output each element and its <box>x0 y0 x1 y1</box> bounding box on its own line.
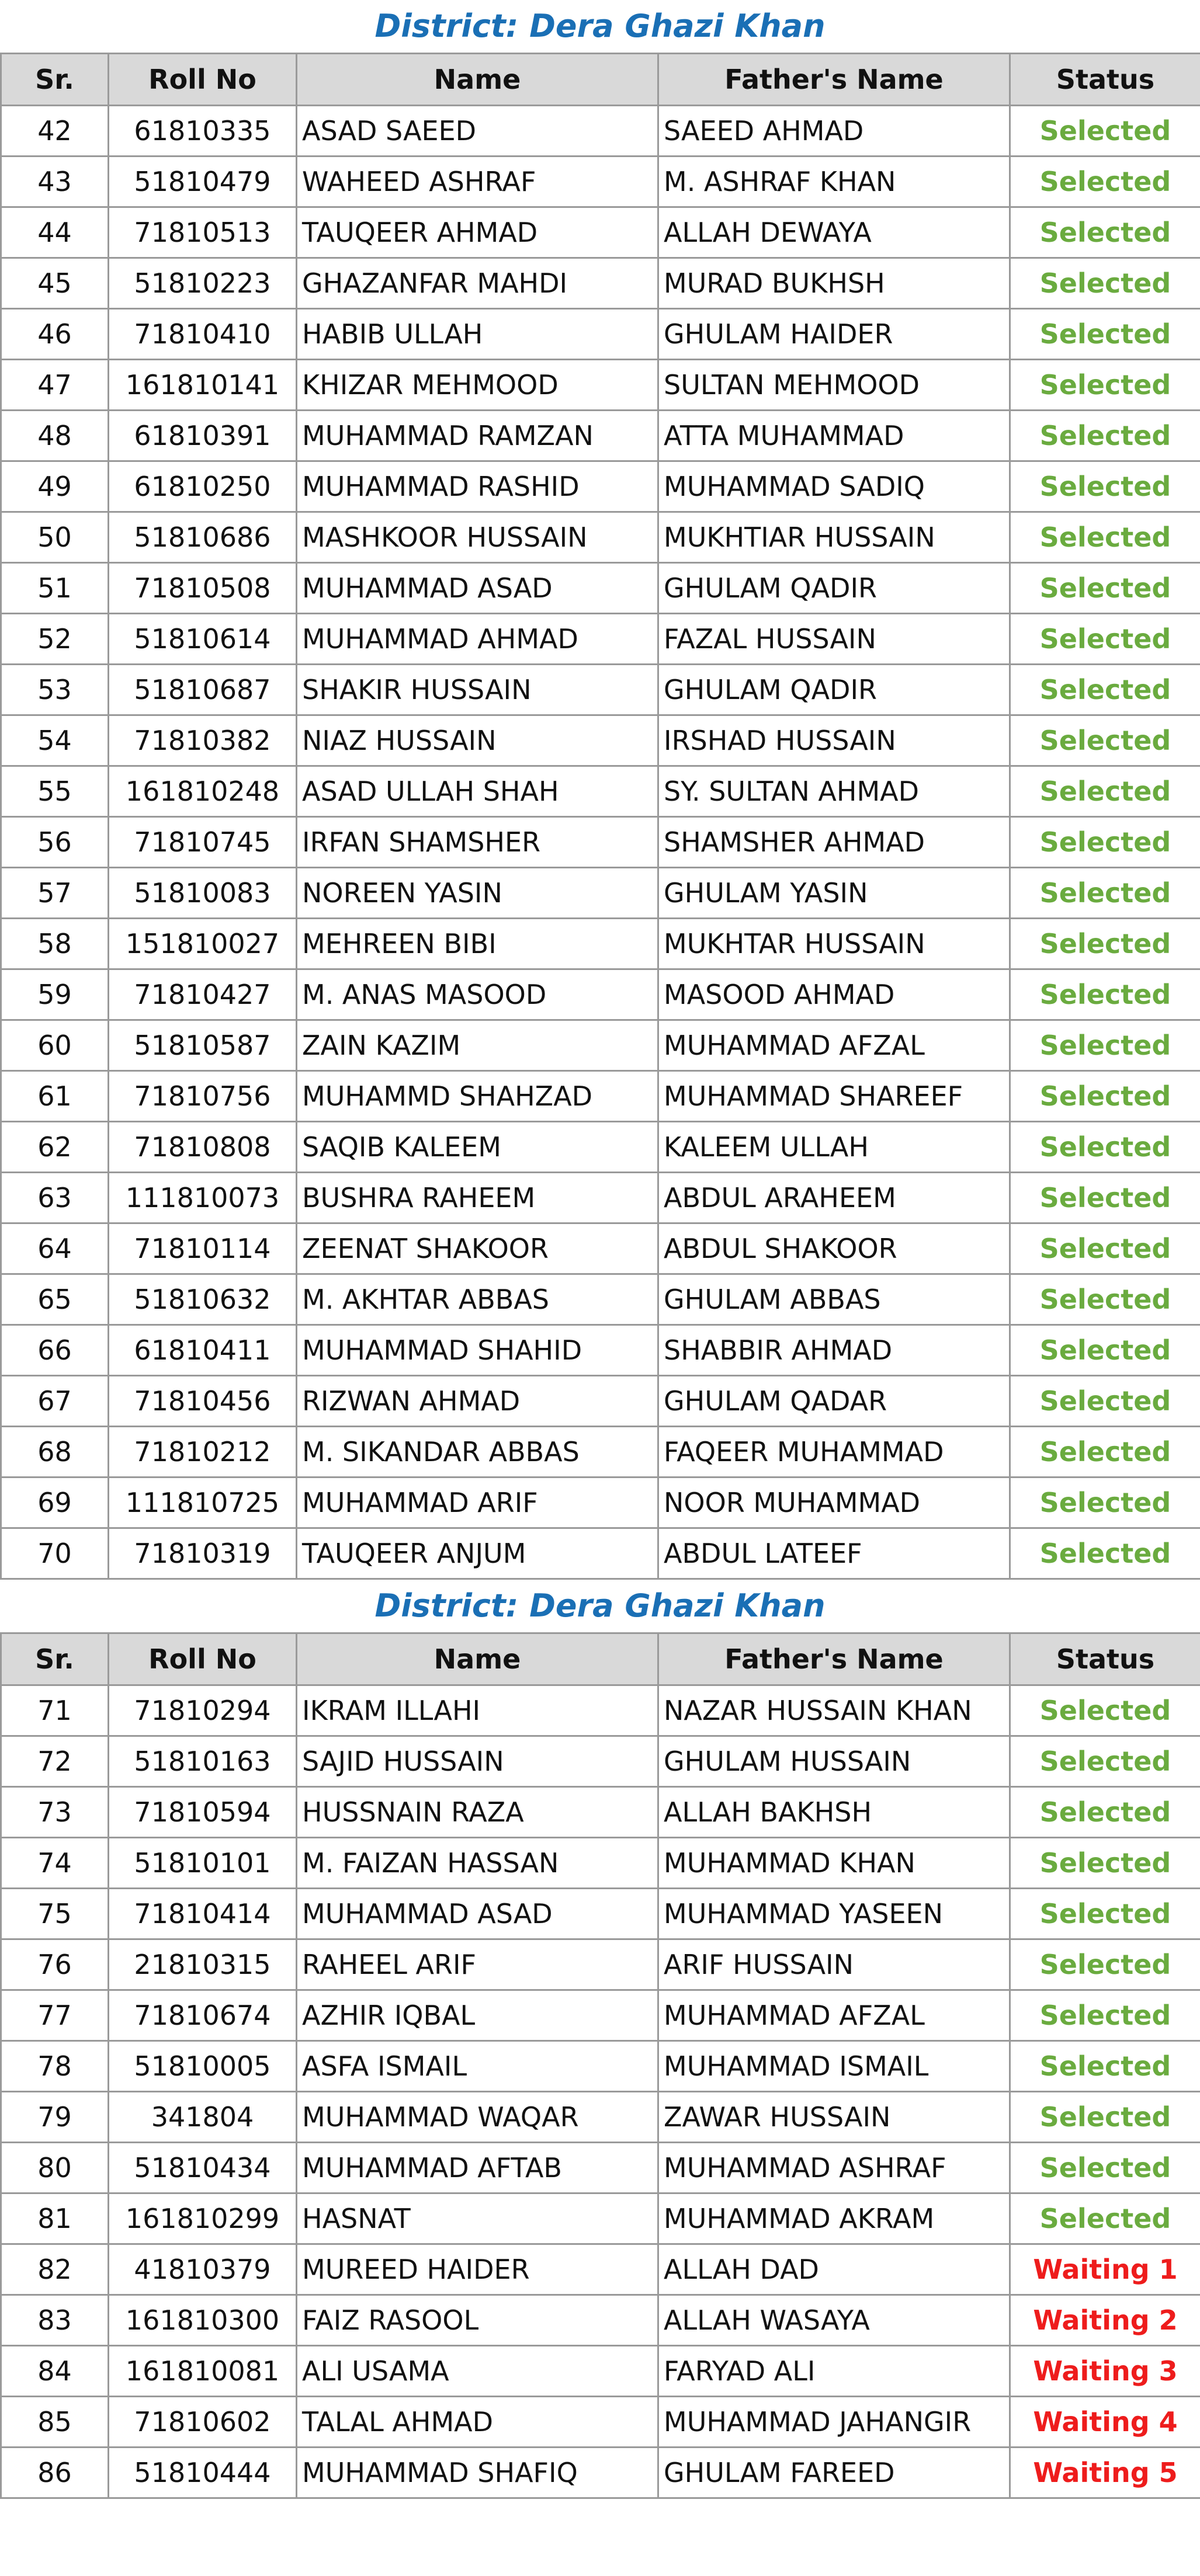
roll-number: 51810479 <box>109 157 297 207</box>
fathers-name: GHULAM HAIDER <box>658 309 1010 360</box>
roll-number: 71810319 <box>109 1528 297 1579</box>
serial-number: 43 <box>1 157 109 207</box>
roll-number: 161810141 <box>109 360 297 411</box>
serial-number: 62 <box>1 1122 109 1173</box>
serial-number: 70 <box>1 1528 109 1579</box>
fathers-name: FAQEER MUHAMMAD <box>658 1427 1010 1478</box>
table-row <box>1 665 1200 715</box>
status-badge: Selected <box>1010 2092 1200 2143</box>
fathers-name: SY. SULTAN AHMAD <box>658 766 1010 817</box>
serial-number: 82 <box>1 2244 109 2295</box>
fathers-name: NAZAR HUSSAIN KHAN <box>658 1685 1010 1736</box>
fathers-name: GHULAM QADIR <box>658 563 1010 614</box>
candidate-name: ASAD ULLAH SHAH <box>297 766 658 817</box>
table-row <box>1 1478 1200 1528</box>
serial-number: 45 <box>1 258 109 309</box>
serial-number: 76 <box>1 1939 109 1990</box>
status-badge: Selected <box>1010 614 1200 665</box>
status-badge: Selected <box>1010 1528 1200 1579</box>
table-row <box>1 715 1200 766</box>
candidate-name: NIAZ HUSSAIN <box>297 715 658 766</box>
roll-number: 51810005 <box>109 2041 297 2092</box>
candidate-name: MUHAMMAD WAQAR <box>297 2092 658 2143</box>
candidate-name: AZHIR IQBAL <box>297 1990 658 2041</box>
roll-number: 51810686 <box>109 512 297 563</box>
fathers-name: ABDUL SHAKOOR <box>658 1223 1010 1274</box>
status-badge: Selected <box>1010 1889 1200 1939</box>
candidate-name: RIZWAN AHMAD <box>297 1376 658 1427</box>
status-badge: Waiting 2 <box>1010 2295 1200 2346</box>
fathers-name: MUHAMMAD JAHANGIR <box>658 2397 1010 2448</box>
district-title: District: Dera Ghazi Khan <box>374 1587 826 1624</box>
header-status: Status <box>1010 54 1200 106</box>
serial-number: 53 <box>1 665 109 715</box>
roll-number: 51810083 <box>109 868 297 919</box>
roll-number: 151810027 <box>109 919 297 969</box>
candidate-name: SAQIB KALEEM <box>297 1122 658 1173</box>
status-badge: Selected <box>1010 157 1200 207</box>
roll-number: 161810081 <box>109 2346 297 2397</box>
serial-number: 69 <box>1 1478 109 1528</box>
candidate-name: RAHEEL ARIF <box>297 1939 658 1990</box>
serial-number: 51 <box>1 563 109 614</box>
table-row <box>1 411 1200 461</box>
status-badge: Selected <box>1010 1939 1200 1990</box>
candidate-name: TAUQEER ANJUM <box>297 1528 658 1579</box>
roll-number: 51810163 <box>109 1736 297 1787</box>
header-roll-no: Roll No <box>109 1633 297 1685</box>
fathers-name: GHULAM FAREED <box>658 2448 1010 2498</box>
candidate-name: MUREED HAIDER <box>297 2244 658 2295</box>
fathers-name: SHABBIR AHMAD <box>658 1325 1010 1376</box>
status-badge: Selected <box>1010 1427 1200 1478</box>
table-row <box>1 1071 1200 1122</box>
table-row <box>1 461 1200 512</box>
fathers-name: ALLAH WASAYA <box>658 2295 1010 2346</box>
fathers-name: MUHAMMAD AFZAL <box>658 1990 1010 2041</box>
roll-number: 71810382 <box>109 715 297 766</box>
roll-number: 21810315 <box>109 1939 297 1990</box>
serial-number: 47 <box>1 360 109 411</box>
table-row <box>1 563 1200 614</box>
table-row <box>1 1122 1200 1173</box>
table-row <box>1 2244 1200 2295</box>
fathers-name: MASOOD AHMAD <box>658 969 1010 1020</box>
fathers-name: MUHAMMAD SADIQ <box>658 461 1010 512</box>
fathers-name: MUHAMMAD KHAN <box>658 1838 1010 1889</box>
status-badge: Selected <box>1010 1325 1200 1376</box>
roll-number: 51810587 <box>109 1020 297 1071</box>
table-row <box>1 1020 1200 1071</box>
table-row <box>1 1274 1200 1325</box>
table-header-row <box>1 1633 1200 1685</box>
table-row <box>1 1736 1200 1787</box>
status-badge: Waiting 1 <box>1010 2244 1200 2295</box>
candidate-name: MUHAMMAD RAMZAN <box>297 411 658 461</box>
status-badge: Selected <box>1010 563 1200 614</box>
serial-number: 81 <box>1 2193 109 2244</box>
fathers-name: MUHAMMAD AKRAM <box>658 2193 1010 2244</box>
candidate-name: MUHAMMD SHAHZAD <box>297 1071 658 1122</box>
status-badge: Selected <box>1010 868 1200 919</box>
candidate-name: SAJID HUSSAIN <box>297 1736 658 1787</box>
candidate-name: MUHAMMAD AFTAB <box>297 2143 658 2193</box>
candidate-name: TAUQEER AHMAD <box>297 207 658 258</box>
roll-number: 71810602 <box>109 2397 297 2448</box>
fathers-name: ABDUL LATEEF <box>658 1528 1010 1579</box>
status-badge: Selected <box>1010 1274 1200 1325</box>
table-row <box>1 2041 1200 2092</box>
fathers-name: GHULAM HUSSAIN <box>658 1736 1010 1787</box>
fathers-name: SAEED AHMAD <box>658 106 1010 157</box>
table-row <box>1 2193 1200 2244</box>
header-sr: Sr. <box>1 1633 109 1685</box>
table-row <box>1 2143 1200 2193</box>
fathers-name: FARYAD ALI <box>658 2346 1010 2397</box>
table-row <box>1 969 1200 1020</box>
candidate-name: SHAKIR HUSSAIN <box>297 665 658 715</box>
serial-number: 54 <box>1 715 109 766</box>
candidate-name: BUSHRA RAHEEM <box>297 1173 658 1223</box>
serial-number: 86 <box>1 2448 109 2498</box>
status-badge: Selected <box>1010 2143 1200 2193</box>
table-row <box>1 1376 1200 1427</box>
serial-number: 55 <box>1 766 109 817</box>
candidate-name: TALAL AHMAD <box>297 2397 658 2448</box>
candidate-name: M. AKHTAR ABBAS <box>297 1274 658 1325</box>
serial-number: 59 <box>1 969 109 1020</box>
candidate-name: ASFA ISMAIL <box>297 2041 658 2092</box>
fathers-name: MUKHTIAR HUSSAIN <box>658 512 1010 563</box>
table-row <box>1 868 1200 919</box>
candidate-name: MUHAMMAD RASHID <box>297 461 658 512</box>
table-header-row <box>1 54 1200 106</box>
serial-number: 48 <box>1 411 109 461</box>
status-badge: Selected <box>1010 2193 1200 2244</box>
table-row <box>1 2346 1200 2397</box>
candidate-name: IRFAN SHAMSHER <box>297 817 658 868</box>
table-row <box>1 1939 1200 1990</box>
table-row <box>1 1990 1200 2041</box>
roll-number: 161810299 <box>109 2193 297 2244</box>
roll-number: 71810410 <box>109 309 297 360</box>
status-badge: Selected <box>1010 665 1200 715</box>
candidate-name: IKRAM ILLAHI <box>297 1685 658 1736</box>
roll-number: 71810594 <box>109 1787 297 1838</box>
candidate-name: GHAZANFAR MAHDI <box>297 258 658 309</box>
fathers-name: ATTA MUHAMMAD <box>658 411 1010 461</box>
fathers-name: ALLAH DEWAYA <box>658 207 1010 258</box>
serial-number: 74 <box>1 1838 109 1889</box>
table-row <box>1 1787 1200 1838</box>
roll-number: 71810212 <box>109 1427 297 1478</box>
status-badge: Selected <box>1010 969 1200 1020</box>
table-row <box>1 1889 1200 1939</box>
candidate-name: ZEENAT SHAKOOR <box>297 1223 658 1274</box>
roll-number: 71810456 <box>109 1376 297 1427</box>
candidate-name: MUHAMMAD SHAFIQ <box>297 2448 658 2498</box>
table-row <box>1 512 1200 563</box>
serial-number: 61 <box>1 1071 109 1122</box>
serial-number: 78 <box>1 2041 109 2092</box>
roll-number: 51810632 <box>109 1274 297 1325</box>
status-badge: Selected <box>1010 1838 1200 1889</box>
fathers-name: KALEEM ULLAH <box>658 1122 1010 1173</box>
serial-number: 65 <box>1 1274 109 1325</box>
candidate-name: WAHEED ASHRAF <box>297 157 658 207</box>
status-badge: Selected <box>1010 1376 1200 1427</box>
candidate-name: MUHAMMAD AHMAD <box>297 614 658 665</box>
candidate-name: KHIZAR MEHMOOD <box>297 360 658 411</box>
table-row <box>1 817 1200 868</box>
serial-number: 67 <box>1 1376 109 1427</box>
serial-number: 80 <box>1 2143 109 2193</box>
status-badge: Waiting 3 <box>1010 2346 1200 2397</box>
merit-table <box>0 53 1200 1580</box>
roll-number: 71810508 <box>109 563 297 614</box>
table-row <box>1 2295 1200 2346</box>
roll-number: 71810427 <box>109 969 297 1020</box>
status-badge: Selected <box>1010 2041 1200 2092</box>
table-row <box>1 157 1200 207</box>
roll-number: 61810391 <box>109 411 297 461</box>
fathers-name: MUHAMMAD YASEEN <box>658 1889 1010 1939</box>
serial-number: 57 <box>1 868 109 919</box>
serial-number: 83 <box>1 2295 109 2346</box>
serial-number: 44 <box>1 207 109 258</box>
status-badge: Selected <box>1010 461 1200 512</box>
roll-number: 341804 <box>109 2092 297 2143</box>
status-badge: Selected <box>1010 1223 1200 1274</box>
roll-number: 71810414 <box>109 1889 297 1939</box>
candidate-name: M. FAIZAN HASSAN <box>297 1838 658 1889</box>
status-badge: Selected <box>1010 715 1200 766</box>
candidate-name: M. ANAS MASOOD <box>297 969 658 1020</box>
status-badge: Selected <box>1010 817 1200 868</box>
fathers-name: MUHAMMAD SHAREEF <box>658 1071 1010 1122</box>
fathers-name: M. ASHRAF KHAN <box>658 157 1010 207</box>
serial-number: 63 <box>1 1173 109 1223</box>
serial-number: 84 <box>1 2346 109 2397</box>
serial-number: 79 <box>1 2092 109 2143</box>
status-badge: Selected <box>1010 106 1200 157</box>
roll-number: 71810513 <box>109 207 297 258</box>
roll-number: 111810073 <box>109 1173 297 1223</box>
table-row <box>1 309 1200 360</box>
table-row <box>1 2448 1200 2498</box>
status-badge: Selected <box>1010 1020 1200 1071</box>
status-badge: Selected <box>1010 1990 1200 2041</box>
fathers-name: MUHAMMAD ASHRAF <box>658 2143 1010 2193</box>
header-status: Status <box>1010 1633 1200 1685</box>
serial-number: 85 <box>1 2397 109 2448</box>
merit-table <box>0 1632 1200 2499</box>
roll-number: 61810250 <box>109 461 297 512</box>
serial-number: 52 <box>1 614 109 665</box>
table-row <box>1 360 1200 411</box>
fathers-name: MURAD BUKHSH <box>658 258 1010 309</box>
table-row <box>1 1685 1200 1736</box>
fathers-name: GHULAM YASIN <box>658 868 1010 919</box>
serial-number: 75 <box>1 1889 109 1939</box>
status-badge: Selected <box>1010 360 1200 411</box>
status-badge: Selected <box>1010 411 1200 461</box>
fathers-name: SHAMSHER AHMAD <box>658 817 1010 868</box>
roll-number: 41810379 <box>109 2244 297 2295</box>
roll-number: 161810300 <box>109 2295 297 2346</box>
serial-number: 68 <box>1 1427 109 1478</box>
status-badge: Selected <box>1010 1122 1200 1173</box>
status-badge: Selected <box>1010 258 1200 309</box>
roll-number: 51810687 <box>109 665 297 715</box>
status-badge: Selected <box>1010 309 1200 360</box>
candidate-name: MUHAMMAD ARIF <box>297 1478 658 1528</box>
serial-number: 49 <box>1 461 109 512</box>
roll-number: 51810223 <box>109 258 297 309</box>
table-row <box>1 919 1200 969</box>
roll-number: 71810745 <box>109 817 297 868</box>
status-badge: Selected <box>1010 1685 1200 1736</box>
roll-number: 71810294 <box>109 1685 297 1736</box>
serial-number: 60 <box>1 1020 109 1071</box>
serial-number: 72 <box>1 1736 109 1787</box>
roll-number: 111810725 <box>109 1478 297 1528</box>
table-row <box>1 258 1200 309</box>
roll-number: 71810674 <box>109 1990 297 2041</box>
candidate-name: M. SIKANDAR ABBAS <box>297 1427 658 1478</box>
status-badge: Selected <box>1010 1736 1200 1787</box>
serial-number: 58 <box>1 919 109 969</box>
status-badge: Selected <box>1010 1478 1200 1528</box>
candidate-name: MUHAMMAD ASAD <box>297 563 658 614</box>
candidate-name: MEHREEN BIBI <box>297 919 658 969</box>
status-badge: Selected <box>1010 1071 1200 1122</box>
roll-number: 51810614 <box>109 614 297 665</box>
header-fathers-name: Father's Name <box>658 54 1010 106</box>
status-badge: Selected <box>1010 1787 1200 1838</box>
fathers-name: SULTAN MEHMOOD <box>658 360 1010 411</box>
serial-number: 46 <box>1 309 109 360</box>
candidate-name: NOREEN YASIN <box>297 868 658 919</box>
serial-number: 66 <box>1 1325 109 1376</box>
fathers-name: FAZAL HUSSAIN <box>658 614 1010 665</box>
table-row <box>1 1427 1200 1478</box>
roll-number: 61810335 <box>109 106 297 157</box>
table-row <box>1 106 1200 157</box>
table-row <box>1 207 1200 258</box>
candidate-name: MASHKOOR HUSSAIN <box>297 512 658 563</box>
candidate-name: MUHAMMAD SHAHID <box>297 1325 658 1376</box>
fathers-name: GHULAM ABBAS <box>658 1274 1010 1325</box>
serial-number: 50 <box>1 512 109 563</box>
fathers-name: GHULAM QADIR <box>658 665 1010 715</box>
serial-number: 56 <box>1 817 109 868</box>
fathers-name: ARIF HUSSAIN <box>658 1939 1010 1990</box>
roll-number: 71810808 <box>109 1122 297 1173</box>
serial-number: 42 <box>1 106 109 157</box>
status-badge: Waiting 5 <box>1010 2448 1200 2498</box>
table-row <box>1 1528 1200 1579</box>
serial-number: 73 <box>1 1787 109 1838</box>
status-badge: Selected <box>1010 766 1200 817</box>
roll-number: 51810434 <box>109 2143 297 2193</box>
fathers-name: MUKHTAR HUSSAIN <box>658 919 1010 969</box>
table-row <box>1 1325 1200 1376</box>
table-row <box>1 2397 1200 2448</box>
roll-number: 161810248 <box>109 766 297 817</box>
candidate-name: HUSSNAIN RAZA <box>297 1787 658 1838</box>
candidate-name: ALI USAMA <box>297 2346 658 2397</box>
status-badge: Selected <box>1010 207 1200 258</box>
header-fathers-name: Father's Name <box>658 1633 1010 1685</box>
serial-number: 77 <box>1 1990 109 2041</box>
roll-number: 51810444 <box>109 2448 297 2498</box>
candidate-name: HABIB ULLAH <box>297 309 658 360</box>
candidate-name: ZAIN KAZIM <box>297 1020 658 1071</box>
fathers-name: NOOR MUHAMMAD <box>658 1478 1010 1528</box>
header-roll-no: Roll No <box>109 54 297 106</box>
candidate-name: FAIZ RASOOL <box>297 2295 658 2346</box>
candidate-name: MUHAMMAD ASAD <box>297 1889 658 1939</box>
table-row <box>1 1223 1200 1274</box>
candidate-name: HASNAT <box>297 2193 658 2244</box>
roll-number: 71810756 <box>109 1071 297 1122</box>
status-badge: Selected <box>1010 919 1200 969</box>
fathers-name: ABDUL ARAHEEM <box>658 1173 1010 1223</box>
serial-number: 64 <box>1 1223 109 1274</box>
header-sr: Sr. <box>1 54 109 106</box>
fathers-name: IRSHAD HUSSAIN <box>658 715 1010 766</box>
serial-number: 71 <box>1 1685 109 1736</box>
fathers-name: MUHAMMAD ISMAIL <box>658 2041 1010 2092</box>
table-row <box>1 2092 1200 2143</box>
fathers-name: ZAWAR HUSSAIN <box>658 2092 1010 2143</box>
roll-number: 61810411 <box>109 1325 297 1376</box>
header-name: Name <box>297 54 658 106</box>
roll-number: 51810101 <box>109 1838 297 1889</box>
table-row <box>1 1173 1200 1223</box>
fathers-name: GHULAM QADAR <box>658 1376 1010 1427</box>
status-badge: Selected <box>1010 512 1200 563</box>
table-row <box>1 614 1200 665</box>
status-badge: Waiting 4 <box>1010 2397 1200 2448</box>
header-name: Name <box>297 1633 658 1685</box>
fathers-name: MUHAMMAD AFZAL <box>658 1020 1010 1071</box>
district-title: District: Dera Ghazi Khan <box>374 8 826 44</box>
table-row <box>1 766 1200 817</box>
table-row <box>1 1838 1200 1889</box>
fathers-name: ALLAH BAKHSH <box>658 1787 1010 1838</box>
roll-number: 71810114 <box>109 1223 297 1274</box>
candidate-name: ASAD SAEED <box>297 106 658 157</box>
fathers-name: ALLAH DAD <box>658 2244 1010 2295</box>
status-badge: Selected <box>1010 1173 1200 1223</box>
